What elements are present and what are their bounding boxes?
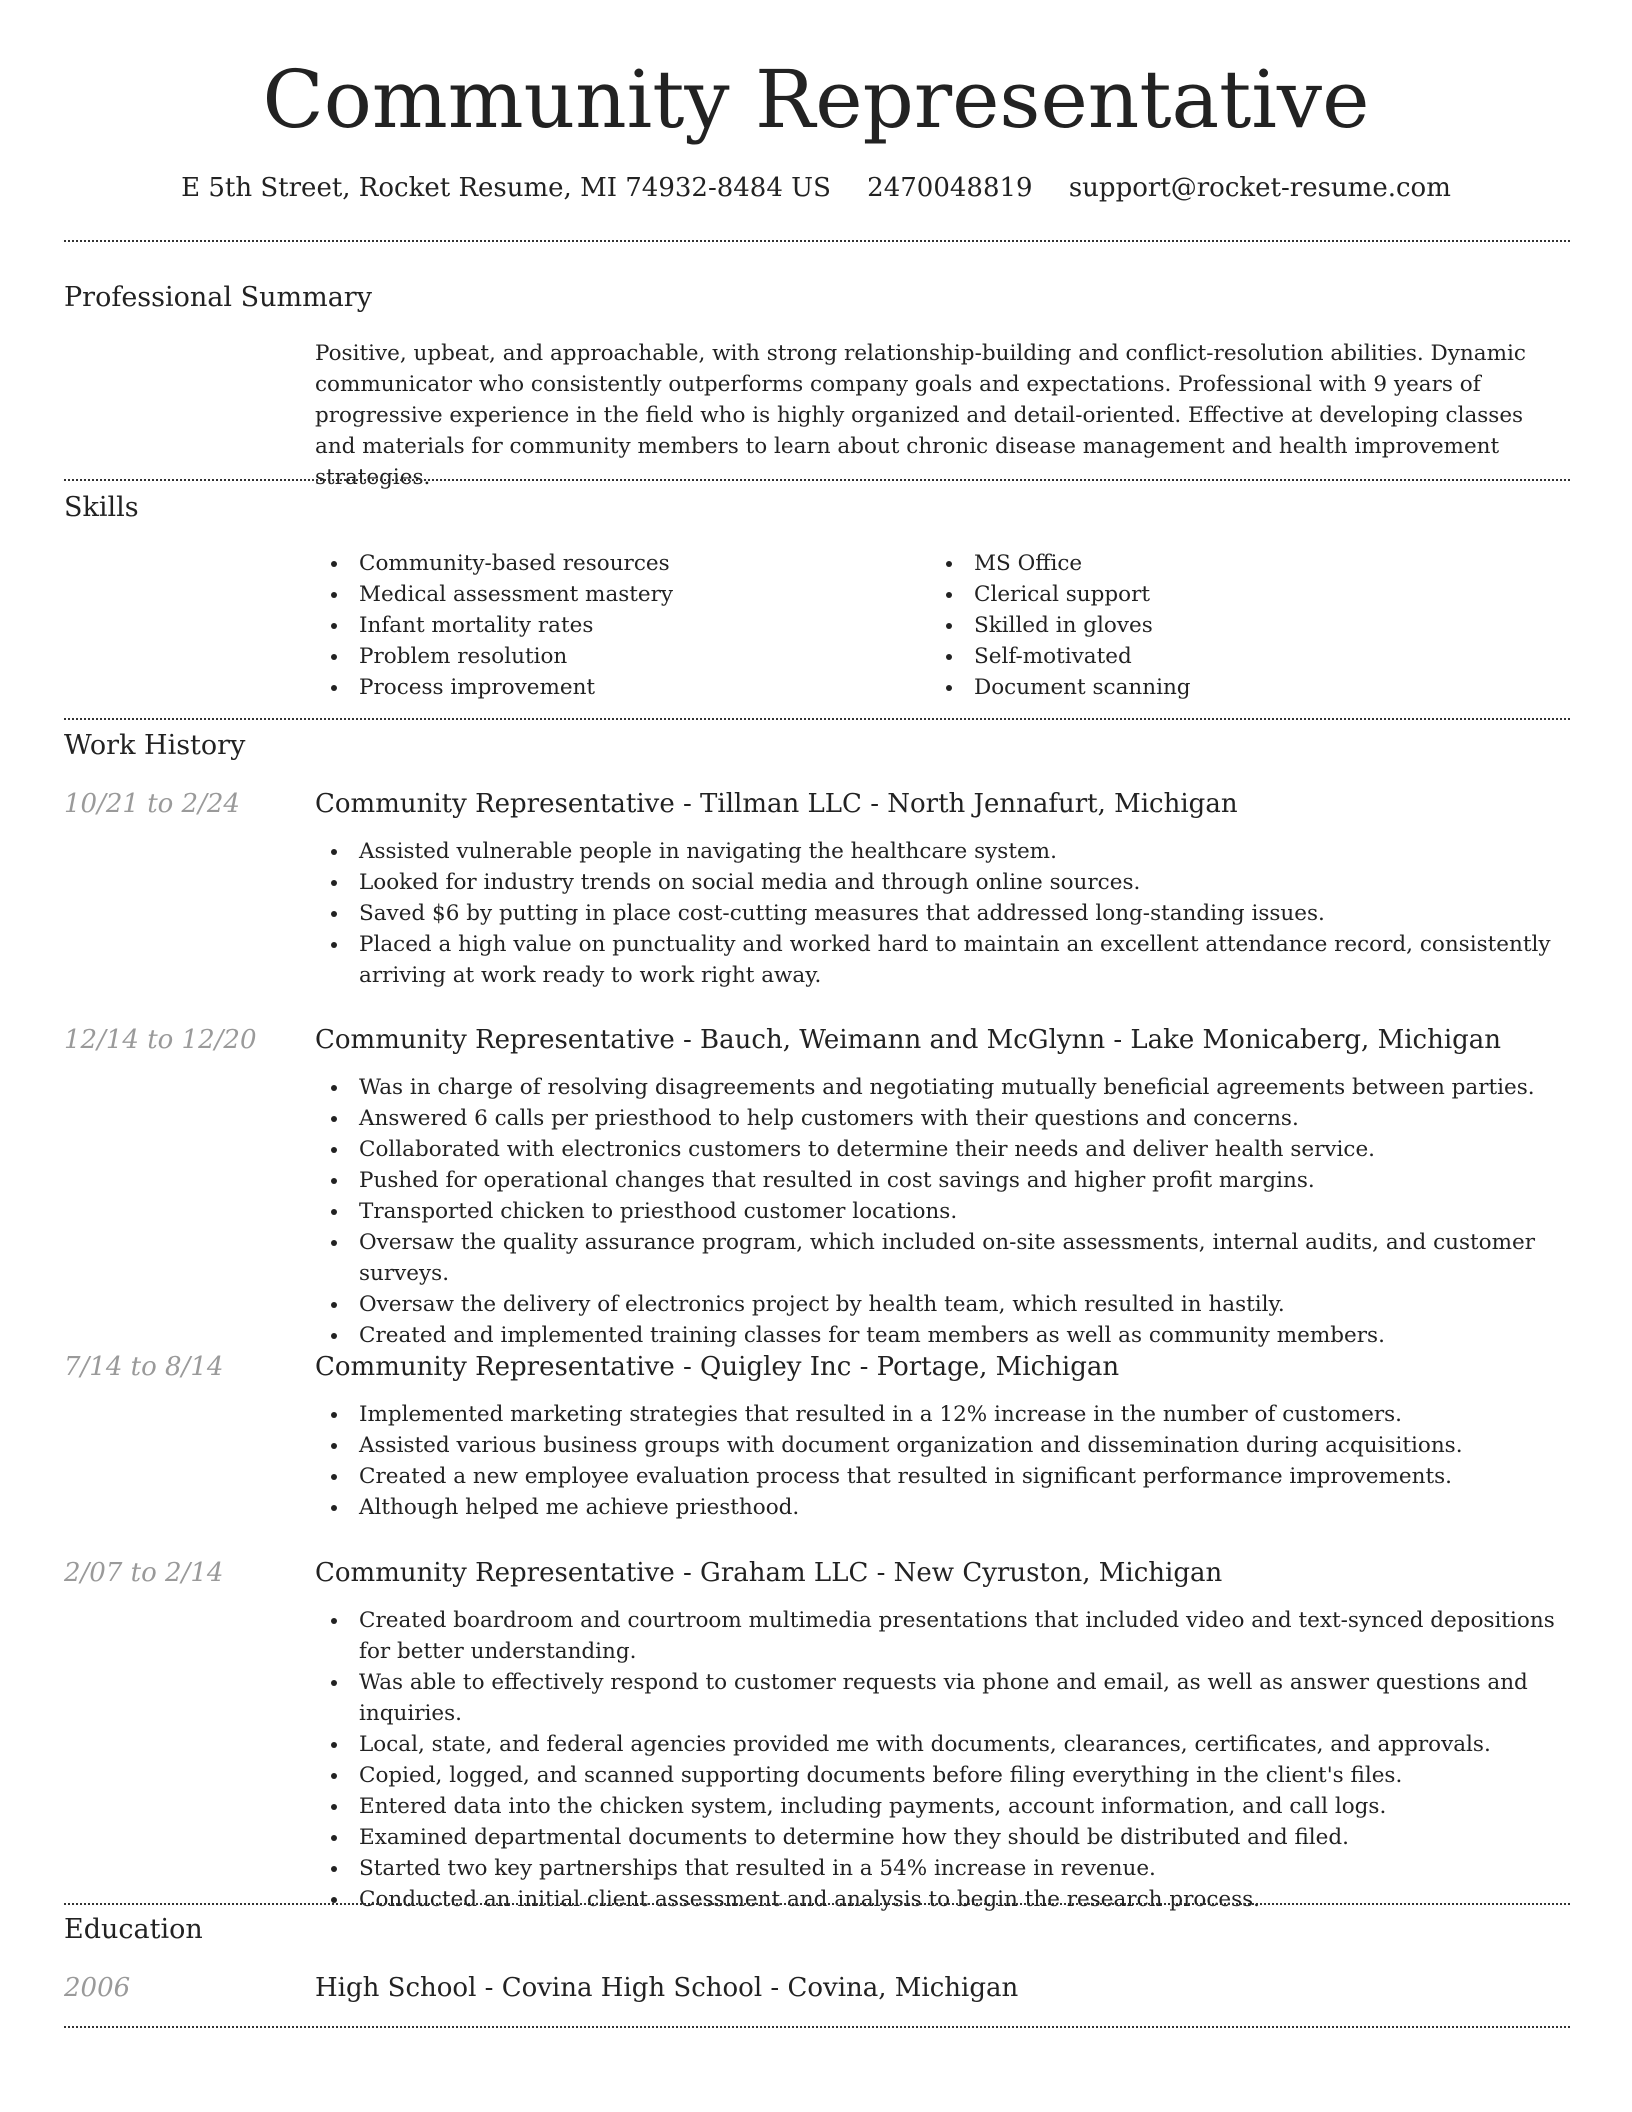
contact-phone: 2470048819 (867, 173, 1033, 203)
skill-item: Problem resolution (315, 641, 915, 672)
section-divider (64, 240, 1570, 242)
education-heading: Education (64, 1914, 203, 1945)
job-title: Community Representative - Tillman LLC - North Jennafurt, Michigan (315, 789, 1238, 819)
skills-heading: Skills (64, 492, 139, 523)
skill-item: Document scanning (930, 672, 1530, 703)
job-bullets (315, 1605, 1570, 1915)
job-bullets (315, 1399, 1570, 1523)
job-bullet: Answered 6 calls per priesthood to help customers with their questions and concerns. (315, 1103, 1570, 1134)
job-bullet: Collaborated with electronics customers to determine their needs and deliver health service. (315, 1134, 1570, 1165)
skill-item: Skilled in gloves (930, 610, 1530, 641)
job-bullet: Entered data into the chicken system, including payments, account information, and call logs. (315, 1791, 1570, 1822)
education-year: 2006 (64, 1973, 131, 2003)
job-dates: 12/14 to 12/20 (64, 1025, 257, 1055)
section-divider (64, 718, 1570, 720)
job-bullet: Created and implemented training classes for team members as well as community members. (315, 1320, 1570, 1351)
job-dates: 7/14 to 8/14 (64, 1352, 224, 1382)
work-history-heading: Work History (64, 730, 246, 761)
job-bullet: Copied, logged, and scanned supporting documents before filing everything in the client's files. (315, 1760, 1570, 1791)
job-title: Community Representative - Graham LLC - New Cyruston, Michigan (315, 1558, 1223, 1588)
job-bullet: Examined departmental documents to determine how they should be distributed and filed. (315, 1822, 1570, 1853)
job-bullet: Local, state, and federal agencies provided me with documents, clearances, certificates, and approvals. (315, 1729, 1570, 1760)
job-bullet: Saved $6 by putting in place cost-cutting measures that addressed long-standing issues. (315, 898, 1570, 929)
summary-text: Positive, upbeat, and approachable, with strong relationship-building and conflict-resolution abilities. Dynamic communicator who consistently outperforms company goals and expectations. Professional with 9 years of progressive experience in the field who is highly organized and detail-oriented. Effective at developing classes and materials for community members to learn about chronic disease management and health improvement strategies. (315, 341, 1526, 490)
job-bullet: Although helped me achieve priesthood. (315, 1492, 1570, 1523)
job-bullet: Oversaw the delivery of electronics project by health team, which resulted in hastily. (315, 1289, 1570, 1320)
job-bullet: Assisted vulnerable people in navigating the healthcare system. (315, 836, 1570, 867)
job-title: Community Representative - Quigley Inc - Portage, Michigan (315, 1352, 1120, 1382)
job-title: Community Representative - Bauch, Weimann and McGlynn - Lake Monicaberg, Michigan (315, 1025, 1502, 1055)
skill-item: Community-based resources (315, 548, 915, 579)
job-bullet: Placed a high value on punctuality and worked hard to maintain an excellent attendance record, consistently arriving at work ready to work right away. (315, 929, 1570, 991)
skill-item: Self-motivated (930, 641, 1530, 672)
job-bullet: Was able to effectively respond to customer requests via phone and email, as well as answer questions and inquiries. (315, 1667, 1570, 1729)
job-bullet: Was in charge of resolving disagreements and negotiating mutually beneficial agreements between parties. (315, 1072, 1570, 1103)
job-bullets (315, 836, 1570, 991)
job-bullet: Conducted an initial client assessment and analysis to begin the research process. (315, 1884, 1570, 1915)
job-bullet: Oversaw the quality assurance program, which included on-site assessments, internal audits, and customer surveys. (315, 1227, 1570, 1289)
section-divider (64, 479, 1570, 481)
education-title: High School - Covina High School - Covina, Michigan (315, 1973, 1019, 2003)
contact-address: E 5th Street, Rocket Resume, MI 74932-8484 US (181, 173, 831, 203)
job-bullet: Looked for industry trends on social media and through online sources. (315, 867, 1570, 898)
skill-item: Medical assessment mastery (315, 579, 915, 610)
contact-line (0, 170, 1632, 206)
summary-heading: Professional Summary (64, 282, 372, 313)
job-bullet: Transported chicken to priesthood customer locations. (315, 1196, 1570, 1227)
skills-list-right (930, 548, 1530, 703)
section-divider (64, 1903, 1570, 1905)
skill-item: Infant mortality rates (315, 610, 915, 641)
skill-item: Process improvement (315, 672, 915, 703)
job-bullet: Created boardroom and courtroom multimedia presentations that included video and text-synced depositions for better understanding. (315, 1605, 1570, 1667)
job-bullet: Created a new employee evaluation process that resulted in significant performance improvements. (315, 1461, 1570, 1492)
section-divider (64, 2026, 1570, 2028)
skills-list-left (315, 548, 915, 703)
job-bullet: Assisted various business groups with document organization and dissemination during acquisitions. (315, 1430, 1570, 1461)
skill-item: Clerical support (930, 579, 1530, 610)
job-bullets (315, 1072, 1570, 1351)
job-dates: 2/07 to 2/14 (64, 1558, 224, 1588)
contact-email: support@rocket-resume.com (1068, 173, 1451, 203)
job-bullet: Started two key partnerships that resulted in a 54% increase in revenue. (315, 1853, 1570, 1884)
job-bullet: Pushed for operational changes that resulted in cost savings and higher profit margins. (315, 1165, 1570, 1196)
resume-name: Community Representative (262, 53, 1370, 146)
skill-item: MS Office (930, 548, 1530, 579)
job-dates: 10/21 to 2/24 (64, 789, 240, 819)
job-bullet: Implemented marketing strategies that resulted in a 12% increase in the number of customers. (315, 1399, 1570, 1430)
